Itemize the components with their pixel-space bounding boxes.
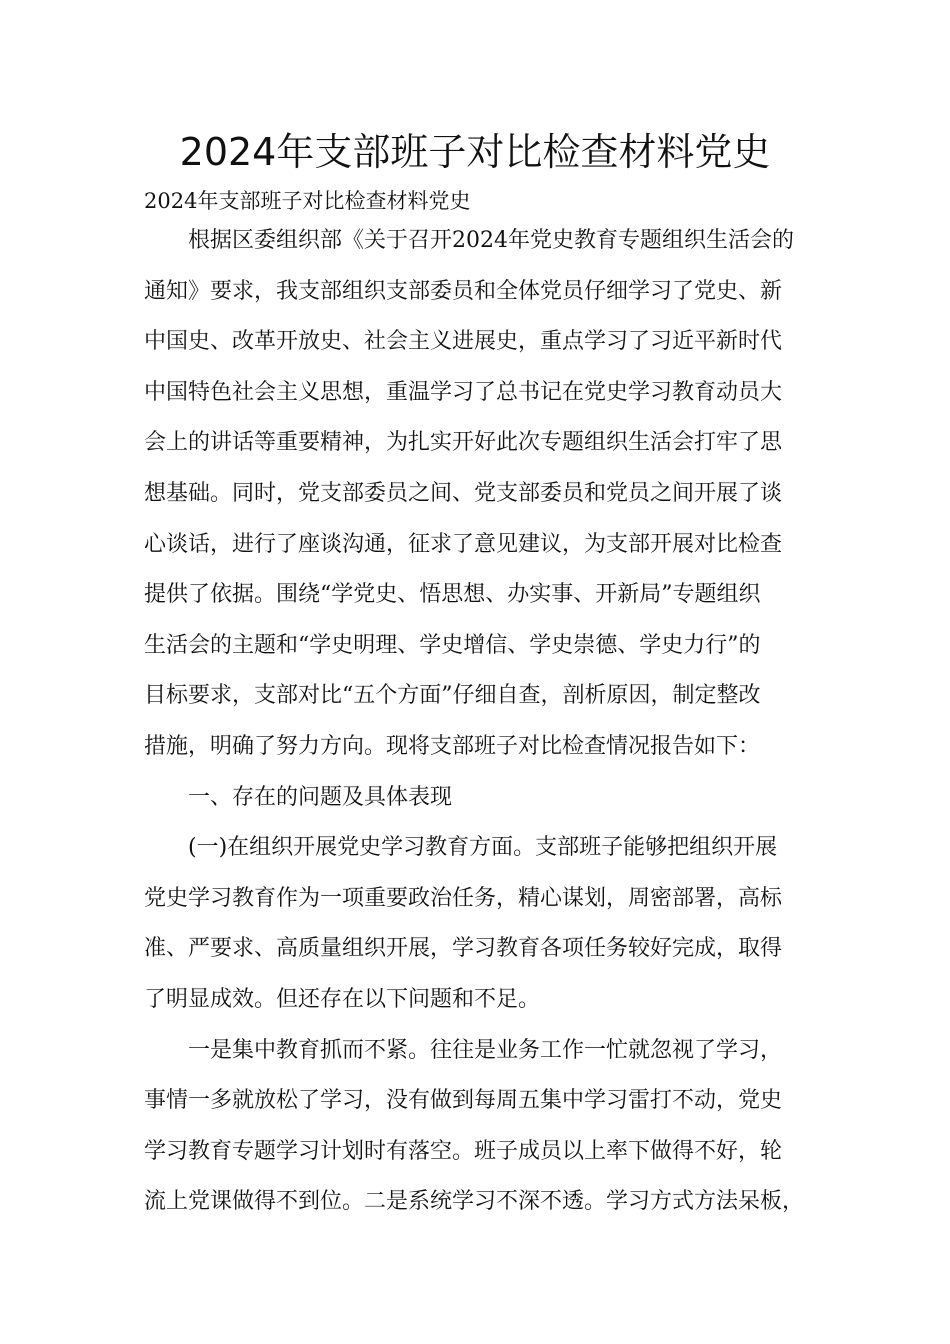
body-line: 一是集中教育抓而不紧。往往是业务工作一忙就忽视了学习， [188,1037,783,1063]
document-title: 2024年支部班子对比检查材料党史 [179,130,771,174]
body-line: 生活会的主题和“学史明理、学史增信、学史崇德、学史力行”的 [144,632,761,658]
body-line: 党史学习教育作为一项重要政治任务，精心谋划，周密部署，高标 [144,885,783,911]
body-line: 通知》要求，我支部组织支部委员和全体党员仔细学习了党史、新 [144,278,783,304]
body-line: 根据区委组织部《关于召开2024年党史教育专题组织生活会的 [188,228,794,253]
body-line: 准、严要求、高质量组织开展，学习教育各项任务较好完成，取得 [144,936,783,962]
body-line: 措施，明确了努力方向。现将支部班子对比检查情况报告如下： [144,734,761,759]
body-line: 提供了依据。围绕“学党史、悟思想、办实事、开新局”专题组织 [144,582,761,608]
body-line: 学习教育专题学习计划时有落空。班子成员以上率下做得不好，轮 [144,1138,783,1164]
document-subtitle: 2024年支部班子对比检查材料党史 [144,189,471,213]
body-line: 目标要求，支部对比“五个方面”仔细自查，剖析原因，制定整改 [144,683,761,709]
body-line: 事情一多就放松了学习，没有做到每周五集中学习雷打不动，党史 [144,1088,783,1114]
body-line: 了明显成效。但还存在以下问题和不足。 [144,987,541,1012]
body-line: 心谈话，进行了座谈沟通，征求了意见建议，为支部开展对比检查 [144,531,783,557]
body-line: 想基础。同时，党支部委员之间、党支部委员和党员之间开展了谈 [144,481,783,506]
body-line: 中国特色社会主义思想，重温学习了总书记在党史学习教育动员大 [144,379,783,405]
body-line: 流上党课做得不到位。二是系统学习不深不透。学习方式方法呆板， [144,1189,805,1215]
body-line: (一)在组织开展党史学习教育方面。支部班子能够把组织开展 [188,835,778,861]
body-line: 一、存在的问题及具体表现 [188,784,453,810]
body-line: 中国史、改革开放史、社会主义进展史，重点学习了习近平新时代 [144,329,783,355]
body-line: 会上的讲话等重要精神，为扎实开好此次专题组织生活会打牢了思 [144,430,783,456]
